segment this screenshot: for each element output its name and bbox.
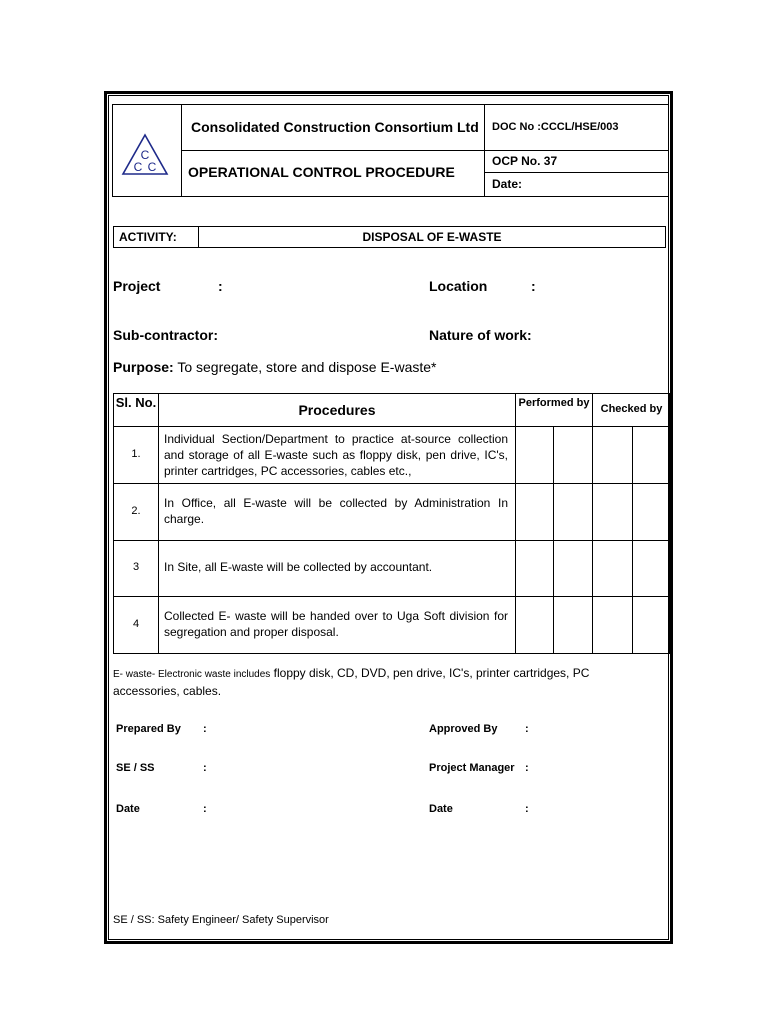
- col-header-sl-no: Sl. No.: [115, 395, 157, 410]
- project-manager-colon: :: [525, 762, 529, 774]
- footnote-intro: E- waste- Electronic waste includes: [113, 669, 271, 680]
- table-row-line: [113, 483, 670, 484]
- date-label: Date:: [492, 177, 523, 191]
- project-label: Project: [113, 278, 161, 294]
- date-label-right: Date: [429, 803, 453, 815]
- abbreviation-note: SE / SS: Safety Engineer/ Safety Supervisor: [113, 914, 329, 926]
- table-col-line: [592, 393, 593, 654]
- procedure-text: In Site, all E-waste will be collected by accountant.: [164, 560, 433, 574]
- prepared-by-colon: :: [203, 723, 207, 735]
- subcontractor-label: Sub-contractor:: [113, 327, 218, 343]
- logo-letter: C: [133, 160, 143, 174]
- procedure-text: Collected E- waste will be handed over to Uga Soft division for segregation and proper disposal.: [164, 609, 508, 639]
- purpose-label: Purpose:: [113, 359, 174, 375]
- company-name: Consolidated Construction Consortium Ltd: [191, 119, 479, 135]
- date-colon-left: :: [203, 803, 207, 815]
- e-waste-footnote: [113, 665, 663, 699]
- table-row-line: [113, 596, 670, 597]
- col-header-performed-by: Performed by: [518, 397, 590, 409]
- company-logo-icon: [120, 132, 170, 178]
- row-number: 2.: [131, 505, 141, 517]
- nature-of-work-label: Nature of work:: [429, 327, 532, 343]
- prepared-by-label: Prepared By: [116, 723, 181, 735]
- logo-letter: C: [140, 148, 150, 162]
- col-header-checked-by: Checked by: [600, 403, 663, 415]
- se-ss-colon: :: [203, 762, 207, 774]
- header-divider: [181, 150, 669, 151]
- procedure-text: Individual Section/Department to practice at-source collection and storage of all E-waste such as floppy disk, pen drive, IC's, printer cartridges, PC accessories, cables etc.,: [164, 432, 508, 478]
- activity-value: DISPOSAL OF E-WASTE: [362, 230, 502, 244]
- approved-by-label: Approved By: [429, 723, 498, 735]
- table-row-line: [113, 540, 670, 541]
- procedure-text: In Office, all E-waste will be collected by Administration In charge.: [164, 496, 508, 526]
- row-number: 4: [132, 618, 140, 630]
- col-header-procedures: Procedures: [298, 402, 376, 418]
- location-colon: :: [531, 278, 536, 294]
- location-label: Location: [429, 278, 488, 294]
- logo-letter: C: [147, 160, 157, 174]
- row-number: 3: [132, 561, 140, 573]
- ocp-number: OCP No. 37: [492, 154, 558, 168]
- footnote-list-end: accessories, cables.: [113, 684, 222, 698]
- activity-label: ACTIVITY:: [119, 230, 177, 244]
- purpose-line: [113, 359, 436, 375]
- row-number: 1.: [131, 448, 141, 460]
- date-colon-right: :: [525, 803, 529, 815]
- project-manager-label: Project Manager: [429, 762, 515, 774]
- date-label-left: Date: [116, 803, 140, 815]
- project-colon: :: [218, 278, 223, 294]
- doc-number: DOC No :CCCL/HSE/003: [492, 121, 619, 133]
- table-row-line: [113, 426, 670, 427]
- header-divider: [484, 172, 669, 173]
- footnote-list: floppy disk, CD, DVD, pen drive, IC's, printer cartridges, PC: [273, 666, 590, 680]
- table-col-line: [515, 393, 516, 654]
- se-ss-label: SE / SS: [116, 762, 155, 774]
- purpose-text: To segregate, store and dispose E-waste*: [177, 359, 437, 375]
- table-col-line: [158, 393, 159, 654]
- document-title: OPERATIONAL CONTROL PROCEDURE: [188, 164, 455, 180]
- approved-by-colon: :: [525, 723, 529, 735]
